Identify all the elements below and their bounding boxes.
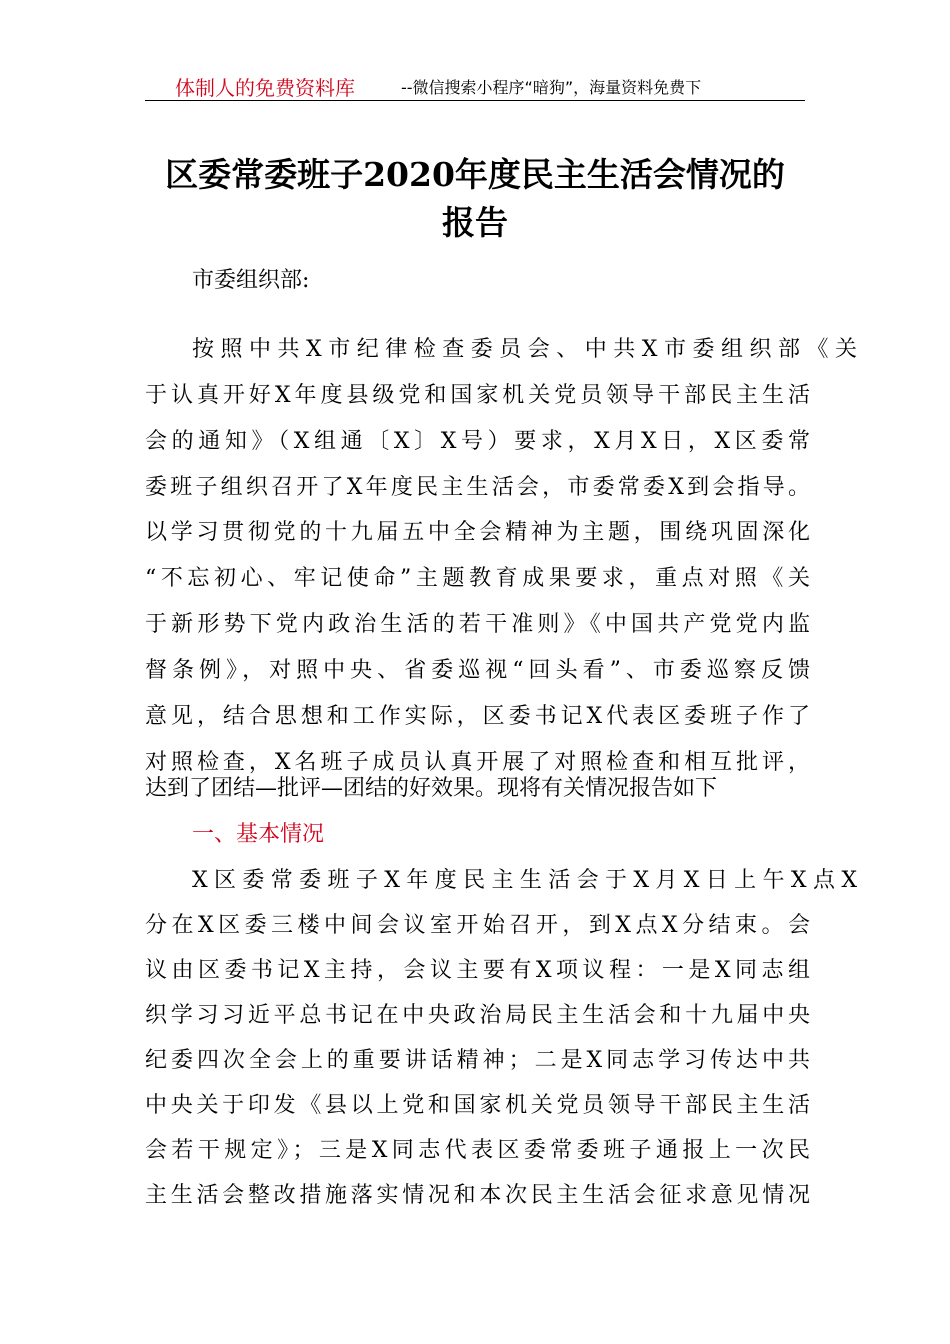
document-title-line-2: 报告 [442, 203, 508, 242]
document-title-line-1: 区委常委班子2020年度民主生活会情况的 [165, 155, 785, 194]
paragraph-2-line: 议由区委书记X主持，会议主要有X项议程：一是X同志组 [145, 958, 810, 983]
paragraph-1-line: 会的通知》（X组通〔X〕X号）要求，X月X日，X区委常 [145, 429, 810, 454]
paragraph-1-line: 对照检查，X名班子成员认真开展了对照检查和相互批评， [145, 750, 810, 775]
paragraph-1-line: 达到了团结—批评—团结的好效果。现将有关情况报告如下 [145, 776, 718, 801]
paragraph-2-line: 会若干规定》；三是X同志代表区委常委班子通报上一次民 [145, 1138, 810, 1163]
paragraph-1-line: 于认真开好X年度县级党和国家机关党员领导干部民主生活 [145, 383, 810, 408]
paragraph-1-line: 以学习贯彻党的十九届五中全会精神为主题，围绕巩固深化 [145, 520, 810, 545]
page-header [145, 70, 805, 101]
paragraph-1-line: 于新形势下党内政治生活的若干准则》《中国共产党党内监 [145, 612, 810, 637]
header-brand: 体制人的免费资料库 [175, 76, 355, 100]
paragraph-2-line: 中央关于印发《县以上党和国家机关党员领导干部民主生活 [145, 1093, 810, 1118]
paragraph-1-line: 委班子组织召开了X年度民主生活会，市委常委X到会指导。 [145, 475, 810, 500]
salutation: 市委组织部: [192, 268, 310, 293]
paragraph-2-line: 织学习习近平总书记在中央政治局民主生活会和十九届中央 [145, 1003, 810, 1028]
paragraph-2-line: 分在X区委三楼中间会议室开始召开，到X点X分结束。会 [145, 913, 810, 938]
paragraph-1-line: 按照中共X市纪律检查委员会、中共X市委组织部《关 [192, 337, 857, 362]
paragraph-1-line: “不忘初心、牢记使命”主题教育成果要求，重点对照《关 [145, 566, 810, 591]
paragraph-1-line: 意见，结合思想和工作实际，区委书记X代表区委班子作了 [145, 704, 810, 729]
header-tagline: --微信搜索小程序“暗狗”，海量资料免费下 [401, 78, 702, 97]
paragraph-1-line: 督条例》，对照中央、省委巡视“回头看”、市委巡察反馈 [145, 658, 810, 683]
section-heading-basic-situation: 一、基本情况 [192, 822, 325, 847]
paragraph-2-line: 纪委四次全会上的重要讲话精神；二是X同志学习传达中共 [145, 1048, 810, 1073]
paragraph-2-line: X区委常委班子X年度民主生活会于X月X日上午X点X [192, 868, 857, 893]
paragraph-2-line: 主生活会整改措施落实情况和本次民主生活会征求意见情况 [145, 1183, 810, 1208]
